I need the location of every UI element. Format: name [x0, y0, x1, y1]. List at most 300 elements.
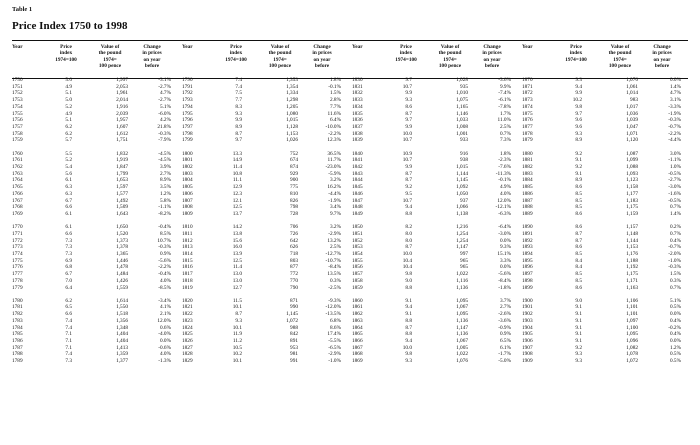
year-cell: 1760 [12, 150, 23, 157]
price-index-cell: 14.2 [232, 224, 242, 231]
price-index-cell: 9.7 [405, 77, 412, 83]
price-index-cell: 12.7 [232, 284, 242, 291]
pound-value-cell: 1,354 [286, 83, 298, 90]
price-index-cell: 13.9 [232, 251, 242, 258]
pound-value-cell: 1,095 [626, 331, 638, 338]
price-index-cell: 8.5 [575, 271, 582, 278]
table-row [352, 77, 512, 84]
table-row [352, 278, 512, 285]
pound-value-cell: 1,254 [456, 237, 468, 244]
decade-block [522, 77, 682, 144]
decade-block [352, 77, 512, 144]
pound-value-cell: 826 [290, 197, 298, 204]
table-row [12, 304, 172, 311]
pound-value-cell: 1,066 [456, 204, 468, 211]
year-cell: 1782 [12, 311, 23, 318]
header-line: the pound [608, 50, 632, 57]
year-cell: 1752 [12, 90, 23, 97]
pound-value-cell: 642 [290, 237, 298, 244]
change-cell: 2.7% [499, 304, 511, 311]
price-index-cell: 11.2 [232, 338, 242, 345]
change-cell: -12.1% [495, 204, 511, 211]
table-row [522, 311, 682, 318]
table-row [12, 124, 172, 131]
table-row [352, 311, 512, 318]
price-index-cell: 7.4 [65, 324, 72, 331]
decade-block [12, 298, 172, 365]
header-year: Year [522, 44, 533, 50]
pound-value-cell: 1,916 [116, 103, 128, 110]
header-line: index [59, 50, 73, 57]
change-cell: -2.2% [668, 130, 681, 137]
table-row [12, 318, 172, 325]
table-row [352, 131, 512, 138]
price-index-cell: 7.1 [65, 344, 72, 351]
change-cell: 5.1% [159, 103, 171, 110]
price-index-cell: 9.5 [405, 190, 412, 197]
change-cell: -6.5% [328, 344, 341, 351]
pound-value-cell: 674 [290, 157, 298, 164]
year-cell: 1815 [182, 257, 193, 264]
price-index-cell: 6.1 [65, 177, 72, 184]
price-index-cell: 8.7 [235, 130, 242, 137]
header-line: 100 pence [98, 62, 122, 69]
change-cell: -0.4% [158, 224, 171, 231]
change-cell: -0.5% [668, 197, 681, 204]
pound-value-cell: 1,148 [626, 230, 638, 237]
change-cell: 3.2% [329, 224, 341, 231]
header-line: Price [60, 44, 72, 50]
year-cell: 1756 [12, 117, 23, 124]
change-cell: 0.9% [499, 331, 511, 338]
pound-value-cell: 1,067 [456, 304, 468, 311]
pound-value-cell: 752 [290, 150, 298, 157]
decade-block [12, 151, 172, 218]
header-line: Change [143, 44, 161, 50]
year-cell: 1872 [522, 90, 533, 97]
pound-value-cell: 929 [290, 170, 298, 177]
table-row [352, 84, 512, 91]
header-line: 1974= [613, 56, 627, 63]
table-row [522, 151, 682, 158]
price-index-cell: 9.6 [575, 117, 582, 124]
change-cell: 11.6% [327, 110, 341, 117]
price-index-cell: 9.7 [405, 117, 412, 124]
change-cell: 3.3% [499, 257, 511, 264]
table-row [182, 298, 342, 305]
year-cell: 1894 [522, 251, 533, 258]
table-row [12, 358, 172, 365]
year-cell: 1793 [182, 97, 193, 104]
price-index-cell: 8.9 [235, 124, 242, 131]
change-cell: 4.7% [159, 90, 171, 97]
table-row [182, 84, 342, 91]
pound-value-cell: 916 [460, 150, 468, 157]
table-row [182, 304, 342, 311]
price-index-cell: 9.3 [405, 97, 412, 104]
price-index-cell: 6.6 [65, 311, 72, 318]
pound-value-cell: 1,092 [456, 184, 468, 191]
table-row [182, 358, 342, 365]
table-row [182, 318, 342, 325]
pound-value-cell: 1,426 [116, 277, 128, 284]
price-index-cell: 7.3 [65, 251, 72, 258]
change-cell: -6.1% [498, 97, 511, 104]
change-cell: 2.1% [159, 311, 171, 318]
change-cell: 3.1% [669, 97, 681, 104]
price-index-cell: 5.7 [65, 137, 72, 144]
change-cell: -0.6% [158, 344, 171, 351]
change-cell: 4.0% [159, 277, 171, 284]
price-index-cell: 11.4 [232, 264, 242, 271]
header-change-in-prices [133, 44, 171, 69]
price-index-cell: 9.4 [575, 83, 582, 90]
decade-block [12, 224, 172, 291]
price-index-cell: 6.8 [65, 264, 72, 271]
pound-value-cell: 1,348 [116, 324, 128, 331]
table-row [522, 231, 682, 238]
price-index-cell: 8.6 [575, 211, 582, 218]
change-cell: 4.7% [669, 90, 681, 97]
price-index-cell: 6.6 [65, 230, 72, 237]
change-cell: 1.4% [669, 211, 681, 218]
table-row [182, 285, 342, 292]
change-cell: 1.8% [499, 150, 511, 157]
change-cell: -2.7% [668, 177, 681, 184]
table-row [522, 137, 682, 144]
price-index-cell: 7.7 [235, 97, 242, 104]
table-row [12, 84, 172, 91]
price-index-cell: 11.1 [232, 177, 242, 184]
price-index-cell: 9.1 [575, 170, 582, 177]
pound-value-cell: 1,997 [116, 77, 128, 83]
year-cell: 1775 [12, 257, 23, 264]
pound-value-cell: 1,378 [116, 244, 128, 251]
price-index-cell: 7.0 [65, 277, 72, 284]
change-cell: 7.7% [329, 103, 341, 110]
year-cell: 1862 [352, 311, 363, 318]
price-index-cell: 5.0 [65, 77, 72, 83]
change-cell: -2.2% [158, 264, 171, 271]
pound-value-cell: 1,138 [456, 211, 468, 218]
table-row [182, 198, 342, 205]
pound-value-cell: 1,446 [116, 257, 128, 264]
price-index-cell: 10.0 [402, 251, 412, 258]
pound-value-cell: 1,033 [456, 117, 468, 124]
year-cell: 1895 [522, 257, 533, 264]
change-cell: -6.3% [498, 211, 511, 218]
change-cell: -3.4% [158, 297, 171, 304]
table-row [522, 224, 682, 231]
price-index-cell: 8.3 [235, 103, 242, 110]
change-cell: 6.5% [499, 338, 511, 345]
table-row [352, 111, 512, 118]
change-cell: -5.0% [498, 358, 511, 365]
change-cell: 11.0% [497, 117, 511, 124]
decade-block [12, 77, 172, 144]
change-cell: 4.0% [159, 351, 171, 358]
header-line: on year [143, 56, 161, 63]
year-cell: 1889 [522, 211, 533, 218]
change-cell: 0.4% [669, 331, 681, 338]
pound-value-cell: 1,373 [116, 237, 128, 244]
table-row [522, 90, 682, 97]
table-row [522, 77, 682, 84]
price-index-cell: 8.8 [405, 211, 412, 218]
year-cell: 1834 [352, 103, 363, 110]
year-cell: 1888 [522, 204, 533, 211]
change-cell: 10.7% [157, 237, 171, 244]
price-index-cell: 9.0 [575, 297, 582, 304]
price-index-cell: 9.1 [405, 297, 412, 304]
price-index-cell: 9.2 [405, 184, 412, 191]
table-row [522, 258, 682, 265]
price-index-cell: 10.7 [402, 83, 412, 90]
table-row [12, 351, 172, 358]
year-cell: 1850 [352, 224, 363, 231]
year-cell: 1873 [522, 97, 533, 104]
table-row [522, 97, 682, 104]
year-cell: 1785 [12, 331, 23, 338]
change-cell: 0.2% [669, 224, 681, 231]
change-cell: 6.8% [329, 317, 341, 324]
table-row [182, 251, 342, 258]
table-row [182, 137, 342, 144]
pound-value-cell: 935 [460, 83, 468, 90]
table-title: Price Index 1750 to 1998 [12, 20, 128, 32]
pound-value-cell: 937 [460, 197, 468, 204]
year-cell: 1768 [12, 204, 23, 211]
header-line: 1974= [103, 56, 117, 63]
price-index-cell: 7.1 [65, 338, 72, 345]
change-cell: -0.1% [498, 177, 511, 184]
change-cell: -0.9% [498, 324, 511, 331]
pound-value-cell: 1,097 [626, 317, 638, 324]
header-line: on year [653, 56, 671, 63]
year-cell: 1822 [182, 311, 193, 318]
year-cell: 1789 [12, 358, 23, 365]
table-row [12, 331, 172, 338]
table-row [522, 264, 682, 271]
change-cell: 3.5% [159, 184, 171, 191]
pound-value-cell: 798 [290, 204, 298, 211]
table-row [352, 325, 512, 332]
pound-value-cell: 1,128 [286, 124, 298, 131]
change-cell: -7.8% [498, 103, 511, 110]
year-cell: 1907 [522, 344, 533, 351]
pound-value-cell: 1,123 [626, 177, 638, 184]
year-cell: 1809 [182, 211, 193, 218]
table-row [12, 271, 172, 278]
table-row [522, 244, 682, 251]
year-cell: 1807 [182, 197, 193, 204]
change-cell: -0.7% [668, 124, 681, 131]
price-index-cell: 8.7 [405, 244, 412, 251]
pound-value-cell: 1,492 [116, 197, 128, 204]
change-cell: -7.4% [498, 90, 511, 97]
year-cell: 1840 [352, 150, 363, 157]
table-row [182, 345, 342, 352]
year-cell: 1755 [12, 110, 23, 117]
year-cell: 1830 [352, 77, 363, 83]
year-cell: 1754 [12, 103, 23, 110]
pound-value-cell: 1,036 [626, 110, 638, 117]
pound-value-cell: 1,101 [626, 304, 638, 311]
year-cell: 1833 [352, 97, 363, 104]
table-row [12, 264, 172, 271]
price-index-cell: 13.7 [232, 211, 242, 218]
change-cell: 0.7% [669, 204, 681, 211]
year-cell: 1813 [182, 244, 193, 251]
change-cell: 21.8% [157, 124, 171, 131]
pound-value-cell: 1,144 [626, 237, 638, 244]
table-row [12, 244, 172, 251]
year-cell: 1847 [352, 197, 363, 204]
pound-value-cell: 1,799 [116, 170, 128, 177]
change-cell: 11.7% [327, 157, 341, 164]
pound-value-cell: 997 [460, 251, 468, 258]
price-index-cell: 9.3 [575, 77, 582, 83]
price-index-cell: 10.4 [402, 257, 412, 264]
pound-value-cell: 1,153 [286, 130, 298, 137]
table-row [182, 124, 342, 131]
change-cell: 0.3% [329, 277, 341, 284]
year-cell: 1891 [522, 230, 533, 237]
price-index-cell: 10.8 [232, 170, 242, 177]
pound-value-cell: 1,022 [456, 271, 468, 278]
price-index-cell: 10.7 [402, 137, 412, 144]
year-cell: 1770 [12, 224, 23, 231]
pound-value-cell: 1,957 [116, 117, 128, 124]
year-cell: 1865 [352, 331, 363, 338]
change-cell: 0.4% [669, 237, 681, 244]
change-cell: 0.0% [499, 237, 511, 244]
header-line: 1974= [273, 56, 287, 63]
change-cell: 9.3% [499, 244, 511, 251]
price-index-cell: 8.8 [405, 284, 412, 291]
year-cell: 1777 [12, 271, 23, 278]
table-row [352, 198, 512, 205]
year-cell: 1801 [182, 157, 193, 164]
pound-value-cell: 1,577 [116, 190, 128, 197]
header-line: before [654, 62, 670, 69]
change-cell: -4.5% [158, 150, 171, 157]
change-cell: 8.9% [159, 177, 171, 184]
pound-value-cell: 810 [290, 190, 298, 197]
table-row [182, 90, 342, 97]
change-cell: -2.9% [328, 351, 341, 358]
year-cell: 1819 [182, 284, 193, 291]
header-line: 100 pence [608, 62, 632, 69]
table-row [352, 304, 512, 311]
table-row [522, 325, 682, 332]
price-index-cell: 7.4 [65, 317, 72, 324]
year-cell: 1852 [352, 237, 363, 244]
decade-block [352, 298, 512, 365]
price-index-cell: 9.3 [405, 358, 412, 365]
change-cell: -0.3% [668, 264, 681, 271]
year-cell: 1772 [12, 237, 23, 244]
pound-value-cell: 1,050 [456, 190, 468, 197]
header-line: the pound [268, 50, 292, 57]
year-cell: 1857 [352, 271, 363, 278]
pound-value-cell: 1,650 [116, 224, 128, 231]
pound-value-cell: 1,039 [626, 117, 638, 124]
table-row [522, 304, 682, 311]
year-cell: 1763 [12, 170, 23, 177]
pound-value-cell: 1,176 [626, 251, 638, 258]
price-index-cell: 9.1 [575, 304, 582, 311]
pound-value-cell: 1,205 [286, 103, 298, 110]
pound-value-cell: 1,099 [626, 157, 638, 164]
year-cell: 1825 [182, 331, 193, 338]
change-cell: 0.5% [669, 351, 681, 358]
header-change-in-prices [303, 44, 341, 69]
year-cell: 1882 [522, 164, 533, 171]
year-cell: 1844 [352, 177, 363, 184]
table-row [352, 124, 512, 131]
change-cell: 1.5% [669, 271, 681, 278]
change-cell: -0.2% [668, 324, 681, 331]
change-cell: -1.1% [158, 204, 171, 211]
change-cell: -0.3% [158, 244, 171, 251]
change-cell: 0.9% [159, 251, 171, 258]
change-cell: -3.6% [498, 77, 511, 83]
header-year: Year [182, 44, 193, 50]
pound-value-cell: 1,076 [626, 77, 638, 83]
year-cell: 1908 [522, 351, 533, 358]
header-line: the pound [438, 50, 462, 57]
column-header [352, 42, 512, 77]
change-cell: -4.4% [668, 137, 681, 144]
pound-value-cell: 1,413 [116, 344, 128, 351]
price-index-cell: 9.4 [405, 304, 412, 311]
price-index-cell: 6.1 [65, 211, 72, 218]
header-value-of-pound [600, 44, 640, 69]
table-row [352, 157, 512, 164]
change-cell: 3.9% [159, 164, 171, 171]
table-row [352, 224, 512, 231]
table-row [522, 251, 682, 258]
pound-value-cell: 938 [460, 157, 468, 164]
table-row [182, 271, 342, 278]
change-cell: -2.7% [158, 97, 171, 104]
table-row [352, 171, 512, 178]
header-line: Price [230, 44, 242, 50]
table-row [12, 177, 172, 184]
price-index-cell: 5.2 [65, 103, 72, 110]
table-row [522, 285, 682, 292]
pound-value-cell: 1,144 [456, 170, 468, 177]
change-cell: 0.7% [499, 130, 511, 137]
year-cell: 1841 [352, 157, 363, 164]
price-index-cell: 6.2 [65, 130, 72, 137]
pound-value-cell: 1,158 [626, 184, 638, 191]
table-row [12, 117, 172, 124]
pound-value-cell: 1,096 [626, 338, 638, 345]
pound-value-cell: 1,614 [116, 297, 128, 304]
pound-value-cell: 1,961 [116, 90, 128, 97]
year-cell: 1779 [12, 284, 23, 291]
price-index-cell: 9.4 [405, 338, 412, 345]
table-row [12, 97, 172, 104]
change-cell: -2.5% [328, 284, 341, 291]
table-row [12, 298, 172, 305]
pound-value-cell: 877 [290, 264, 298, 271]
change-cell: -4.0% [158, 331, 171, 338]
change-cell: 3.2% [329, 177, 341, 184]
pound-value-cell: 2,053 [116, 83, 128, 90]
